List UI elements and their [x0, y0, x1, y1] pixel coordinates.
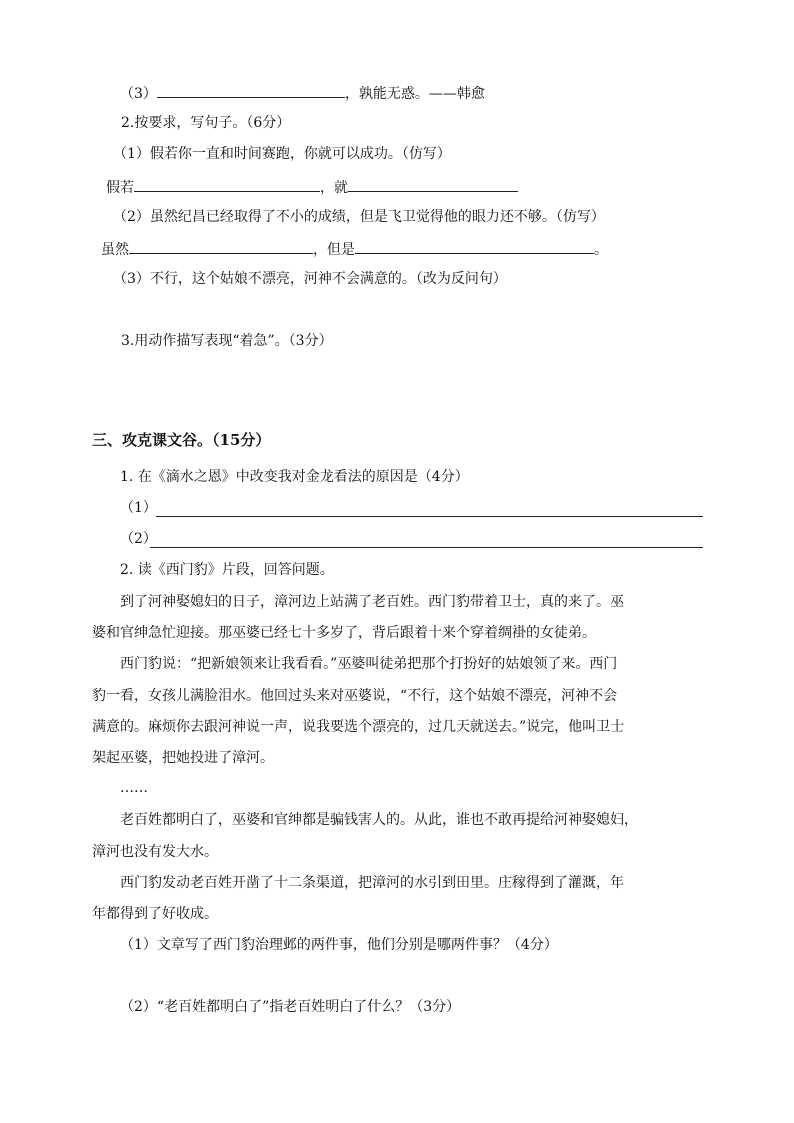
passage-line: 西门豹说：“把新娘领来让我看看。”巫婆叫徒弟把那个打扮好的姑娘领了来。西门 — [120, 656, 618, 672]
p3-q1-answer-line-2[interactable] — [150, 546, 703, 548]
passage-line: 老百姓都明白了，巫婆和官绅都是骗钱害人的。从此，谁也不敢再提给河神娶媳妇， — [120, 812, 638, 828]
p3-q2-title: 2. 读《西门豹》片段，回答问题。 — [120, 562, 334, 578]
q3-title: 3.用动作描写表现“着急”。（3分） — [121, 333, 333, 349]
q2-1-answer-row — [106, 176, 518, 196]
q2-2-word-suiran: 虽然 — [101, 242, 129, 258]
q2-2-word-danshi: ，但是 — [313, 242, 355, 258]
passage-line: 年都得到了好收成。 — [92, 906, 218, 922]
p3-q1-line-label-2: （2） — [120, 531, 157, 547]
passage-ellipsis: …… — [120, 780, 148, 796]
q2-1-blank-2[interactable] — [348, 176, 518, 192]
q2-title: 2.按要求，写句子。（6分） — [121, 115, 291, 131]
passage-line: 架起巫婆，把她投进了漳河。 — [92, 750, 274, 766]
q2-1-prompt: （1）假若你一直和时间赛跑，你就可以成功。（仿写） — [113, 146, 451, 162]
q2-3-prompt: （3）不行，这个姑娘不漂亮，河神不会满意的。（改为反问句） — [113, 271, 507, 287]
q2-2-prompt: （2）虽然纪昌已经取得了不小的成绩，但是飞卫觉得他的眼力还不够。（仿写） — [113, 209, 605, 225]
q2-1-word-jiu: ，就 — [320, 180, 348, 196]
section-3-heading: 三、攻克课文谷。（15分） — [92, 431, 271, 449]
p3-q1-line-label-1: （1） — [120, 500, 157, 516]
p3-sub-question-1: （1）文章写了西门豹治理邺的两件事，他们分别是哪两件事？（4分） — [120, 937, 558, 953]
q2-2-period: 。 — [594, 242, 608, 258]
q1-item3-answer-blank[interactable] — [157, 82, 345, 98]
p3-q1-title: 1. 在《滴水之恩》中改变我对金龙看法的原因是（4分） — [120, 469, 469, 485]
q1-item3-suffix: ，孰能无惑。——韩愈 — [344, 86, 485, 102]
passage-line: 满意的。麻烦你去跟河神说一声，说我要选个漂亮的，过几天就送去。”说完，他叫卫士 — [92, 719, 625, 735]
p3-sub-question-2: （2）“老百姓都明白了”指老百姓明白了什么？（3分） — [120, 999, 461, 1015]
passage-line: 婆和官绅急忙迎接。那巫婆已经七十多岁了，背后跟着十来个穿着绸褂的女徒弟。 — [92, 625, 596, 641]
q2-2-answer-row — [101, 238, 608, 258]
passage-line: 到了河神娶媳妇的日子，漳河边上站满了老百姓。西门豹带着卫士，真的来了。巫 — [120, 594, 624, 610]
q1-item3-number: （3） — [120, 86, 157, 102]
q2-2-blank-2[interactable] — [355, 238, 594, 254]
passage-line: 豹一看，女孩儿满脸泪水。他回过头来对巫婆说，“不行，这个姑娘不漂亮，河神不会 — [92, 688, 618, 704]
q2-1-word-jiaruo: 假若 — [106, 180, 134, 196]
q2-2-blank-1[interactable] — [129, 238, 313, 254]
p3-q1-answer-line-1[interactable] — [156, 515, 703, 517]
passage-line: 西门豹发动老百姓开凿了十二条渠道，把漳河的水引到田里。庄稼得到了灌溉，年 — [120, 875, 624, 891]
q1-item3 — [120, 82, 485, 102]
q2-1-blank-1[interactable] — [134, 176, 320, 192]
passage-line: 漳河也没有发大水。 — [92, 844, 218, 860]
